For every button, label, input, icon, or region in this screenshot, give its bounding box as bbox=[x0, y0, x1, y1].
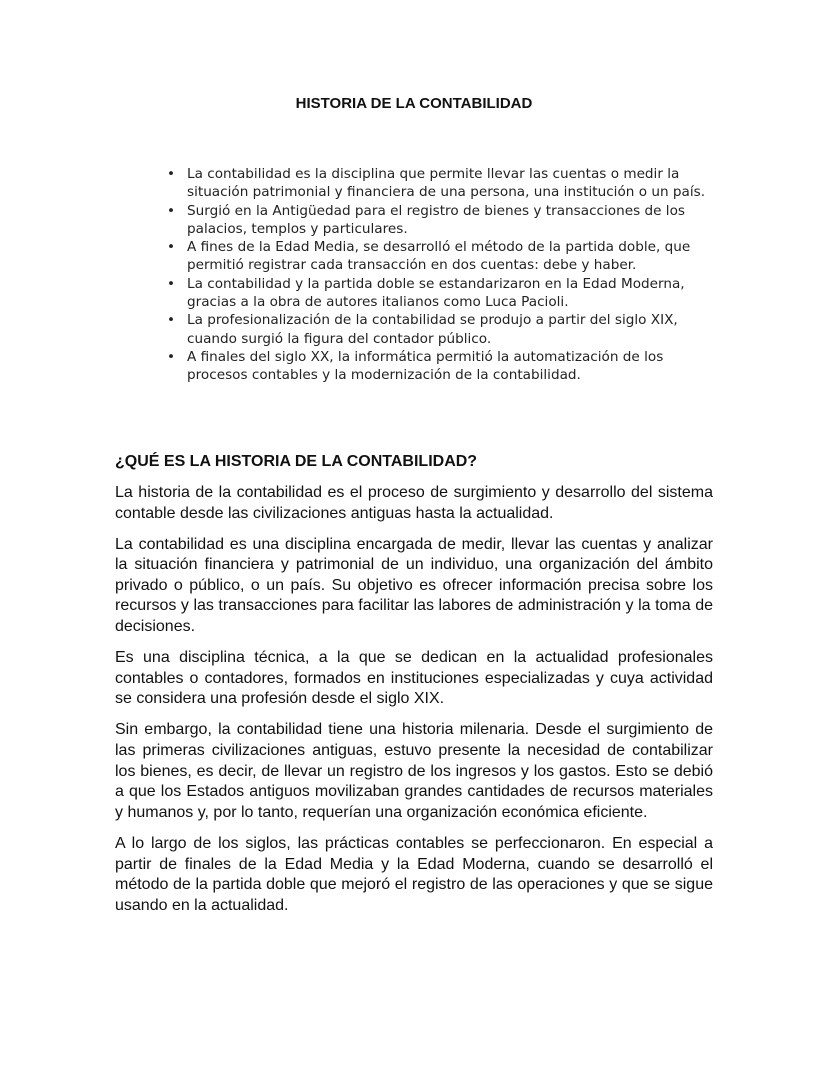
paragraph bbox=[115, 648, 713, 710]
paragraph-line: partir de finales de la Edad Media y la Edad Moderna, cuando se desarrolló el bbox=[115, 855, 713, 873]
bullet-dot-icon: • bbox=[167, 239, 176, 256]
paragraph-line: contables o contadores, formados en instituciones especializadas y cuya actividad bbox=[115, 669, 713, 687]
bullet-item bbox=[167, 348, 727, 385]
bullet-dot-icon: • bbox=[167, 202, 176, 219]
bullet-text: La contabilidad es la disciplina que permite llevar las cuentas o medir la situación patrimonial y financiera de una persona, una institución o un país. bbox=[187, 166, 706, 201]
bullet-text: La profesionalización de la contabilidad se produjo a partir del siglo XIX, cuando surgió la figura del contador público. bbox=[187, 312, 678, 347]
document-title: HISTORIA DE LA CONTABILIDAD bbox=[295, 95, 533, 112]
bullet-dot-icon: • bbox=[167, 348, 176, 365]
paragraph-line: Es una disciplina técnica, a la que se dedican en la actualidad profesionales bbox=[115, 649, 713, 667]
paragraph-line: Sin embargo, la contabilidad tiene una historia milenaria. Desde el surgimiento de bbox=[115, 721, 713, 739]
paragraph-line: las primeras civilizaciones antiguas, estuvo presente la necesidad de contabilizar bbox=[115, 742, 713, 760]
bullet-item bbox=[167, 202, 727, 239]
bullet-dot-icon: • bbox=[167, 275, 176, 292]
paragraph-line: a que los Estados antiguos movilizaban grandes cantidades de recursos materiales bbox=[115, 783, 713, 801]
paragraph-line: La historia de la contabilidad es el proceso de surgimiento y desarrollo del sistema bbox=[115, 484, 713, 501]
bullet-dot-icon: • bbox=[167, 312, 176, 329]
paragraph-line: privado o público, o un país. Su objetivo es ofrecer información precisa sobre los bbox=[115, 576, 713, 594]
paragraph-line: método de la partida doble que mejoró el registro de las operaciones y que se sigue bbox=[115, 876, 713, 894]
bullet-text: A finales del siglo XX, la informática permitió la automatización de los procesos contables y la modernización de la contabilidad. bbox=[187, 348, 664, 384]
paragraph bbox=[115, 834, 713, 916]
paragraph-line: y humanos y, por lo tanto, requerían una organización económica eficiente. bbox=[115, 803, 648, 821]
bullet-text: A fines de la Edad Media, se desarrolló el método de la partida doble, que permitió registrar cada transacción en dos cuentas: debe y haber. bbox=[187, 239, 691, 274]
paragraph bbox=[115, 720, 713, 823]
paragraph-line: los bienes, es decir, de llevar un registro de los ingresos y los gastos. Esto se debió bbox=[115, 762, 713, 780]
bullet-dot-icon: • bbox=[167, 166, 176, 182]
bullet-item bbox=[167, 165, 727, 202]
paragraph-line: contable desde las civilizaciones antiguas hasta la actualidad. bbox=[115, 504, 554, 522]
bullet-item bbox=[167, 275, 727, 312]
paragraph-line: usando en la actualidad. bbox=[115, 896, 289, 914]
bullet-item bbox=[167, 238, 727, 275]
bullet-text: La contabilidad y la partida doble se estandarizaron en la Edad Moderna, gracias a la obra de autores italianos como Luca Pacioli. bbox=[187, 275, 685, 311]
paragraph bbox=[115, 535, 713, 638]
paragraph-line: recursos y las transacciones para facilitar las labores de administración y la toma de bbox=[115, 597, 713, 615]
section-body bbox=[115, 483, 713, 927]
bullet-text: Surgió en la Antigüedad para el registro de bienes y transacciones de los palacios, templos y particulares. bbox=[187, 202, 685, 237]
summary-bullet-list bbox=[167, 165, 727, 385]
paragraph-line: la situación financiera y patrimonial de un individuo, una organización del ámbito bbox=[115, 556, 713, 574]
paragraph-line: La contabilidad es una disciplina encargada de medir, llevar las cuentas y analizar bbox=[115, 535, 713, 553]
paragraph-line: decisiones. bbox=[115, 618, 196, 636]
paragraph bbox=[115, 483, 713, 524]
paragraph-line: A lo largo de los siglos, las prácticas contables se perfeccionaron. En especial a bbox=[115, 834, 713, 852]
bullet-item bbox=[167, 311, 727, 348]
paragraph-line: se considera una profesión desde el siglo XIX. bbox=[115, 690, 445, 708]
section-heading: ¿QUÉ ES LA HISTORIA DE LA CONTABILIDAD? bbox=[115, 453, 478, 470]
